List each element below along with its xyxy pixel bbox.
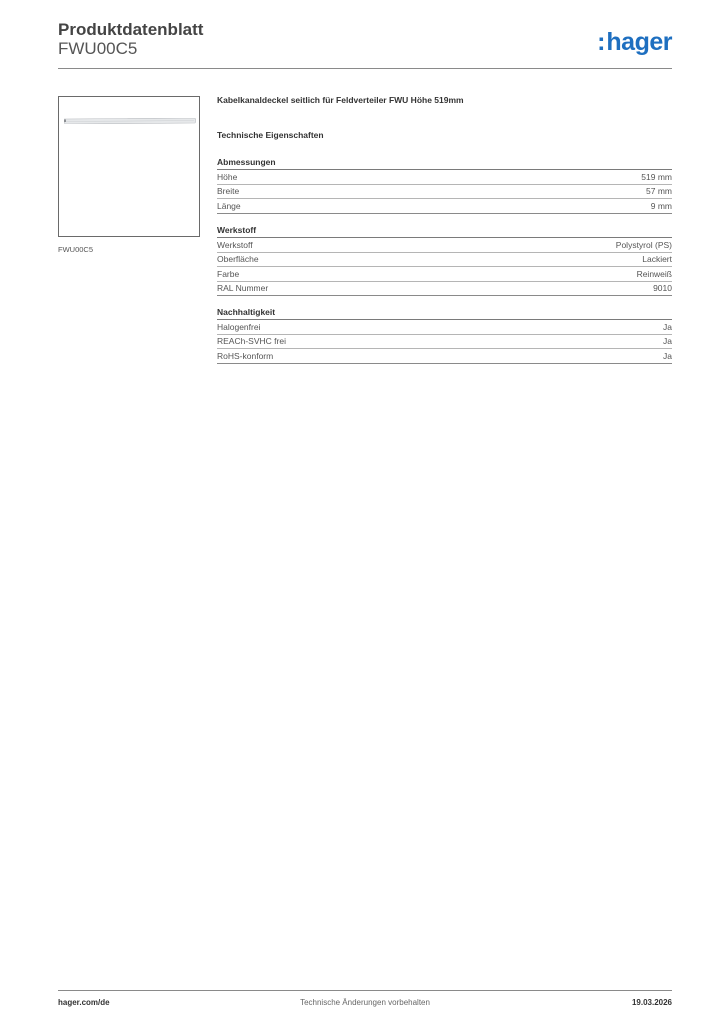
- spec-label: Höhe: [217, 171, 238, 182]
- spec-row: [217, 282, 672, 297]
- spec-value: 519 mm: [641, 171, 672, 182]
- cable-duct-cover-image: [64, 118, 196, 124]
- spec-label: Werkstoff: [217, 239, 253, 250]
- spec-value: 9010: [653, 283, 672, 294]
- page-header: [58, 20, 672, 68]
- footer-divider: [58, 990, 672, 991]
- group-material: [217, 224, 672, 296]
- spec-row: [217, 267, 672, 282]
- spec-row: [217, 170, 672, 185]
- group-title: Werkstoff: [217, 224, 672, 238]
- spec-label: Halogenfrei: [217, 321, 261, 332]
- product-image: [58, 96, 200, 237]
- spec-row: [217, 349, 672, 364]
- spec-value: Lackiert: [642, 254, 672, 265]
- spec-row: [217, 253, 672, 268]
- spec-label: Oberfläche: [217, 254, 259, 265]
- spec-label: Farbe: [217, 268, 240, 279]
- product-description: Kabelkanaldeckel seitlich für Feldverteiler FWU Höhe 519mm: [217, 95, 464, 105]
- spec-label: REACh-SVHC frei: [217, 336, 286, 347]
- hager-logo: [597, 28, 672, 57]
- spec-label: Länge: [217, 200, 241, 211]
- spec-value: 9 mm: [650, 200, 672, 211]
- spec-label: Breite: [217, 186, 240, 197]
- document-title: Produktdatenblatt: [58, 20, 204, 39]
- spec-row: [217, 335, 672, 350]
- spec-row: [217, 320, 672, 335]
- spec-row: [217, 185, 672, 200]
- spec-row: [217, 238, 672, 253]
- spec-value: Polystyrol (PS): [615, 239, 672, 250]
- footer-note: Technische Änderungen vorbehalten: [300, 998, 430, 1007]
- group-sustainability: [217, 306, 672, 364]
- product-image-caption: FWU00C5: [58, 245, 94, 254]
- group-title: Abmessungen: [217, 156, 672, 170]
- page-footer: [58, 998, 672, 1012]
- group-dimensions: [217, 156, 672, 214]
- logo-text: hager: [606, 28, 672, 56]
- spec-value: Reinweiß: [636, 268, 672, 279]
- section-title: Technische Eigenschaften: [217, 130, 324, 140]
- logo-prefix: :: [597, 28, 606, 56]
- header-divider: [58, 68, 672, 69]
- spec-label: RoHS-konform: [217, 350, 274, 361]
- product-code: FWU00C5: [58, 39, 138, 58]
- spec-value: Ja: [663, 350, 672, 361]
- spec-value: Ja: [663, 336, 672, 347]
- spec-label: RAL Nummer: [217, 283, 269, 294]
- footer-date: 19.03.2026: [631, 998, 672, 1007]
- spec-value: 57 mm: [646, 186, 672, 197]
- spec-row: [217, 199, 672, 214]
- group-title: Nachhaltigkeit: [217, 306, 672, 320]
- footer-website: hager.com/de: [58, 998, 110, 1007]
- spec-value: Ja: [663, 321, 672, 332]
